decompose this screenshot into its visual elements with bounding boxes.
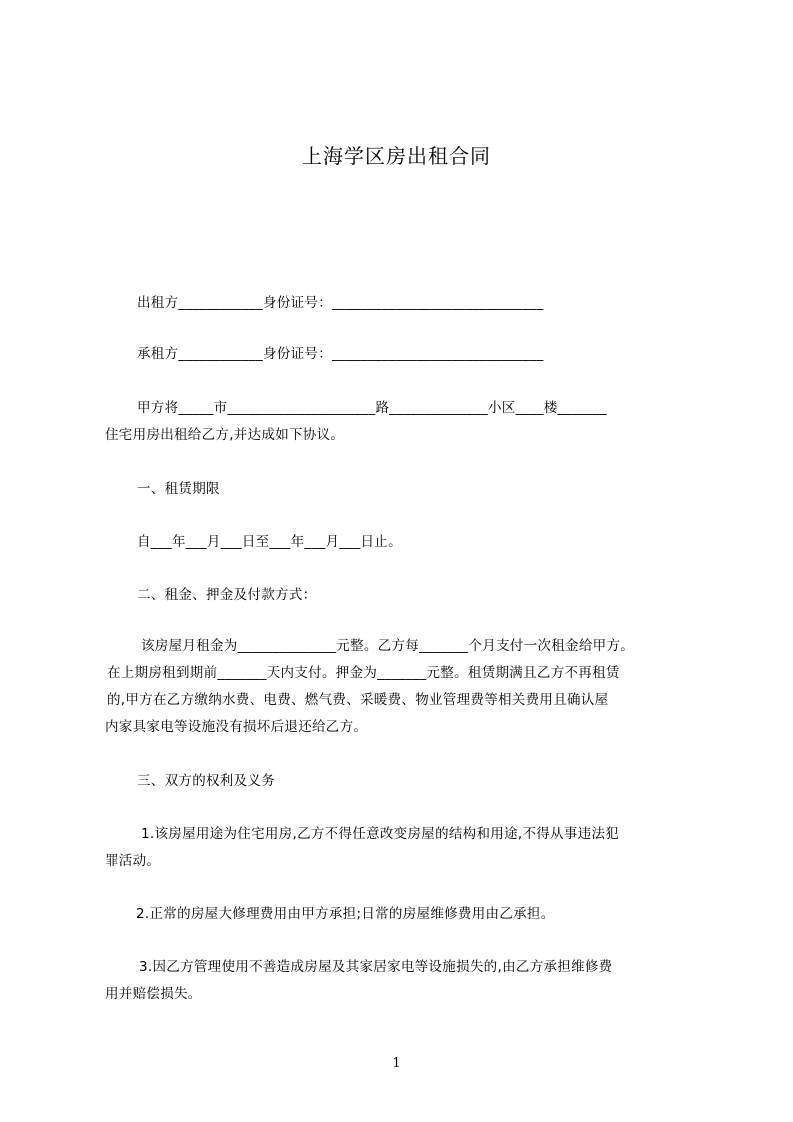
page-number: 1 <box>392 1056 401 1071</box>
section-1-heading: 一、租赁期限 <box>137 481 220 497</box>
lease-period-line: 自___年___月___日至___年___月___日止。 <box>137 534 402 550</box>
obligation-1-line-1: 1.该房屋用途为住宅用房,乙方不得任意改变房屋的结构和用途,不得从事违法犯 <box>141 826 620 842</box>
rent-para-line-4: 内家具家电等设施没有损坏后退还给乙方。 <box>105 719 368 735</box>
document-title: 上海学区房出租合同 <box>302 144 491 168</box>
obligation-2-line-1: 2.正常的房屋大修理费用由甲方承担;日常的房屋维修费用由乙承担。 <box>136 906 555 922</box>
rent-para-line-2: 在上期房租到期前_______天内支付。押金为_______元整。租赁期满且乙方不再租赁 <box>107 665 620 681</box>
obligation-1-line-2: 罪活动。 <box>105 853 161 869</box>
rent-para-line-3: 的,甲方在乙方缴纳水费、电费、燃气费、采暖费、物业管理费等相关费用且确认屋 <box>107 692 609 708</box>
lessor-line: 出租方____________身份证号：______________________________ <box>137 295 544 311</box>
obligation-3-line-1: 3.因乙方管理使用不善造成房屋及其家居家电等设施损失的,由乙方承担维修费 <box>139 959 613 975</box>
obligation-3-line-2: 用并赔偿损失。 <box>105 986 202 1002</box>
premises-line-1: 甲方将_____市_____________________路______________小区____楼_______ <box>137 400 607 416</box>
premises-line-2: 住宅用房出租给乙方,并达成如下协议。 <box>105 427 345 443</box>
rent-para-line-1: 该房屋月租金为______________元整。乙方每_______个月支付一次租金给甲方。 <box>141 638 635 654</box>
section-2-heading: 二、租金、押金及付款方式： <box>137 587 317 603</box>
section-3-heading: 三、双方的权利及义务 <box>137 773 275 789</box>
lessee-line: 承租方____________身份证号：______________________________ <box>137 346 544 362</box>
